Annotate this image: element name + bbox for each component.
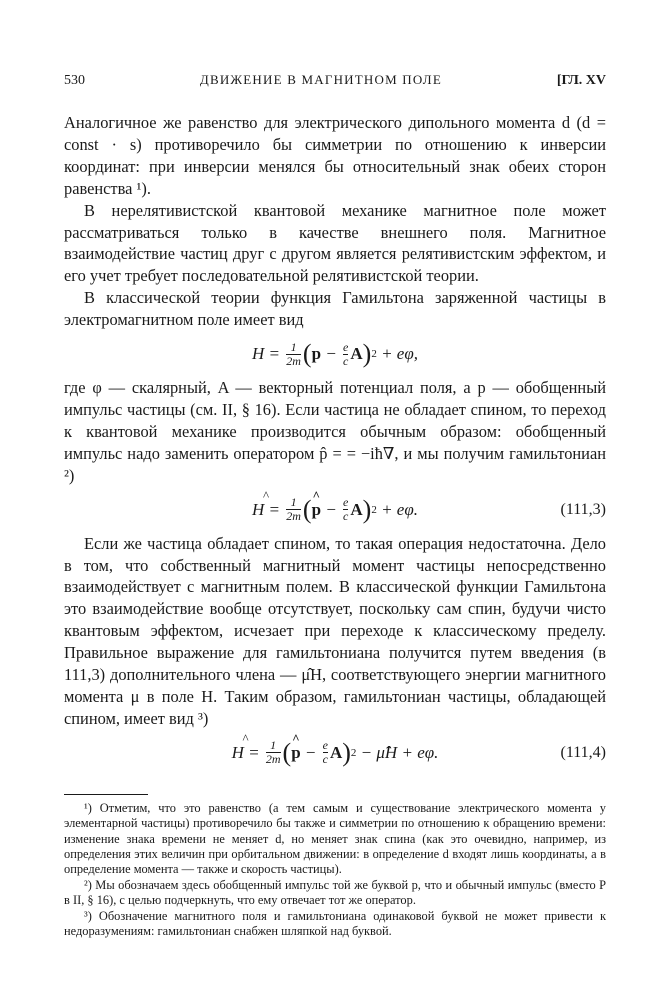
running-header <box>64 72 606 112</box>
eq2-lhs: ^ H = <box>252 500 280 520</box>
eq3-minus: − <box>304 742 317 762</box>
paragraph-3: В классической теории функция Гамильтона заряженной частицы в электромагнитном поле имеет вид <box>64 288 606 330</box>
equation-111-3: ^ H = $\frac{1}{2m}$ ( ^ p − $\frac{e}{c}$ A ) 2 + eφ. (111,3) <box>64 487 606 533</box>
paragraph-2: В нерелятивистской квантовой механике магнитное поле может рассматриваться только в качестве внешнего поля. Магнитное взаимодействие частиц друг с другом является релятивистским эффектом, и его учет требует последовательной релятивистской теории. <box>64 200 606 286</box>
eq3-power: 2 <box>350 746 357 759</box>
equation-classical-hamiltonian: H = $\frac{1}{2m}$ ( p − $\frac{e}{c}$ A ) 2 + eφ, <box>252 339 418 369</box>
eq3-coef-den: 2m <box>265 752 281 767</box>
eq3-rest: + eφ. <box>401 742 439 762</box>
eq2-coef-num: 1 <box>290 495 297 510</box>
eq3-charge: e <box>322 738 328 753</box>
eq2-light-speed: c <box>343 509 349 524</box>
footnote-2: ²) Мы обозначаем здесь обобщенный импульс той же буквой p, что и обычный импульс (вместо P в II, § 16), с целью подчеркнуть, что ему отвечает тот же оператор. <box>64 877 606 908</box>
eq2-minus: − <box>325 499 337 519</box>
eq3-light-speed: c <box>322 752 328 767</box>
eq3-coef-num: 1 <box>270 738 277 753</box>
eq1-charge: e <box>343 339 349 354</box>
eq1-vector-potential: A <box>350 344 363 364</box>
equation-number-111-4: (111,4) <box>560 743 606 761</box>
eq3-momentum-operator: ^ p <box>291 743 300 763</box>
eq2-vector-potential: A <box>350 499 363 519</box>
eq3-spin-term: − μ̂H <box>360 742 398 762</box>
equation-number-111-3: (111,3) <box>560 500 606 518</box>
eq2-charge: e <box>343 495 349 510</box>
eq1-light-speed: c <box>343 353 349 368</box>
footnote-divider <box>64 794 148 795</box>
paragraph-4: где φ — скалярный, A — векторный потенциал поля, а p — обобщенный импульс частицы (см. II, § 16). Если частица не обладает спином, то переход к квантовой механике производится обычным образом: обобщенный импульс надо заменить оператором p̂ = = −iħ∇, и мы получим гамильтониан ²) <box>64 378 606 485</box>
eq1-rest: + eφ, <box>381 344 418 364</box>
eq3-lhs: ^ H = <box>232 743 260 763</box>
eq1-minus: − <box>325 344 337 364</box>
eq2-momentum-operator: ^ p <box>312 500 321 520</box>
eq1-lhs: H = <box>252 344 280 364</box>
running-title: ДВИЖЕНИЕ В МАГНИТНОМ ПОЛЕ <box>199 72 442 87</box>
eq2-coef-den: 2m <box>286 509 301 524</box>
eq2-rest: + eφ. <box>381 499 418 519</box>
eq1-power: 2 <box>371 348 377 361</box>
paragraph-5: Если же частица обладает спином, то такая операция недостаточна. Дело в том, что собственный магнитный момент частицы непосредственно взаимодействует с магнитным полем. В классической функции Гамильтона это взаимодействие вообще отсутствует, поскольку сам спин, будучи чисто квантовым эффектом, исчезает при переходе к классическому пределу. Правильное выражение для гамильтониана получится путем введения (в 111,3) дополнительного члена — μ̂H, соответствующего энергии магнитного момента μ в поле H. Таким образом, гамильтониан частицы, обладающей спином, имеет вид ³) <box>64 533 606 728</box>
eq1-coef-den: 2m <box>286 353 301 368</box>
equation-111-4: ^ H = $\frac{1}{2m}$ ( ^ p − $\frac{e}{c}$ A ) 2 − μ̂H + eφ. (111,4) <box>64 730 606 776</box>
footnote-1: ¹) Отметим, что это равенство (а тем самым и существование электрического момента у элементарной частицы) противоречило бы также и симметрии по отношению к обращению времени: изменение знака времени не меняет d, но меняет знак спина (как это очевидно, например, из определения этих величин при орбитальном движении: в определение d входят лишь координаты, а в определение момента — также и скорость частицы). <box>64 800 606 877</box>
eq1-coef-num: 1 <box>290 339 297 354</box>
eq2-power: 2 <box>371 503 377 516</box>
eq3-vector-potential: A <box>329 742 343 762</box>
eq1-coefficient <box>286 341 301 368</box>
eq3-coefficient <box>266 739 281 766</box>
eq1-momentum: p <box>311 344 322 364</box>
chapter-label: [ГЛ. XV <box>556 73 606 88</box>
footnote-3: ³) Обозначение магнитного поля и гамильтониана одинаковой буквой не может привести к недоразумениям: гамильтониан снабжен шляпкой над буквой. <box>64 908 606 938</box>
eq2-coefficient <box>286 496 301 523</box>
page-number: 530 <box>64 73 85 88</box>
paragraph-1: Аналогичное же равенство для электрического дипольного момента d (d = const · s) противоречило бы симметрии по отношению к инверсии координат: при инверсии менялся бы относительный знак обеих сторон равенства ¹). <box>64 113 606 198</box>
